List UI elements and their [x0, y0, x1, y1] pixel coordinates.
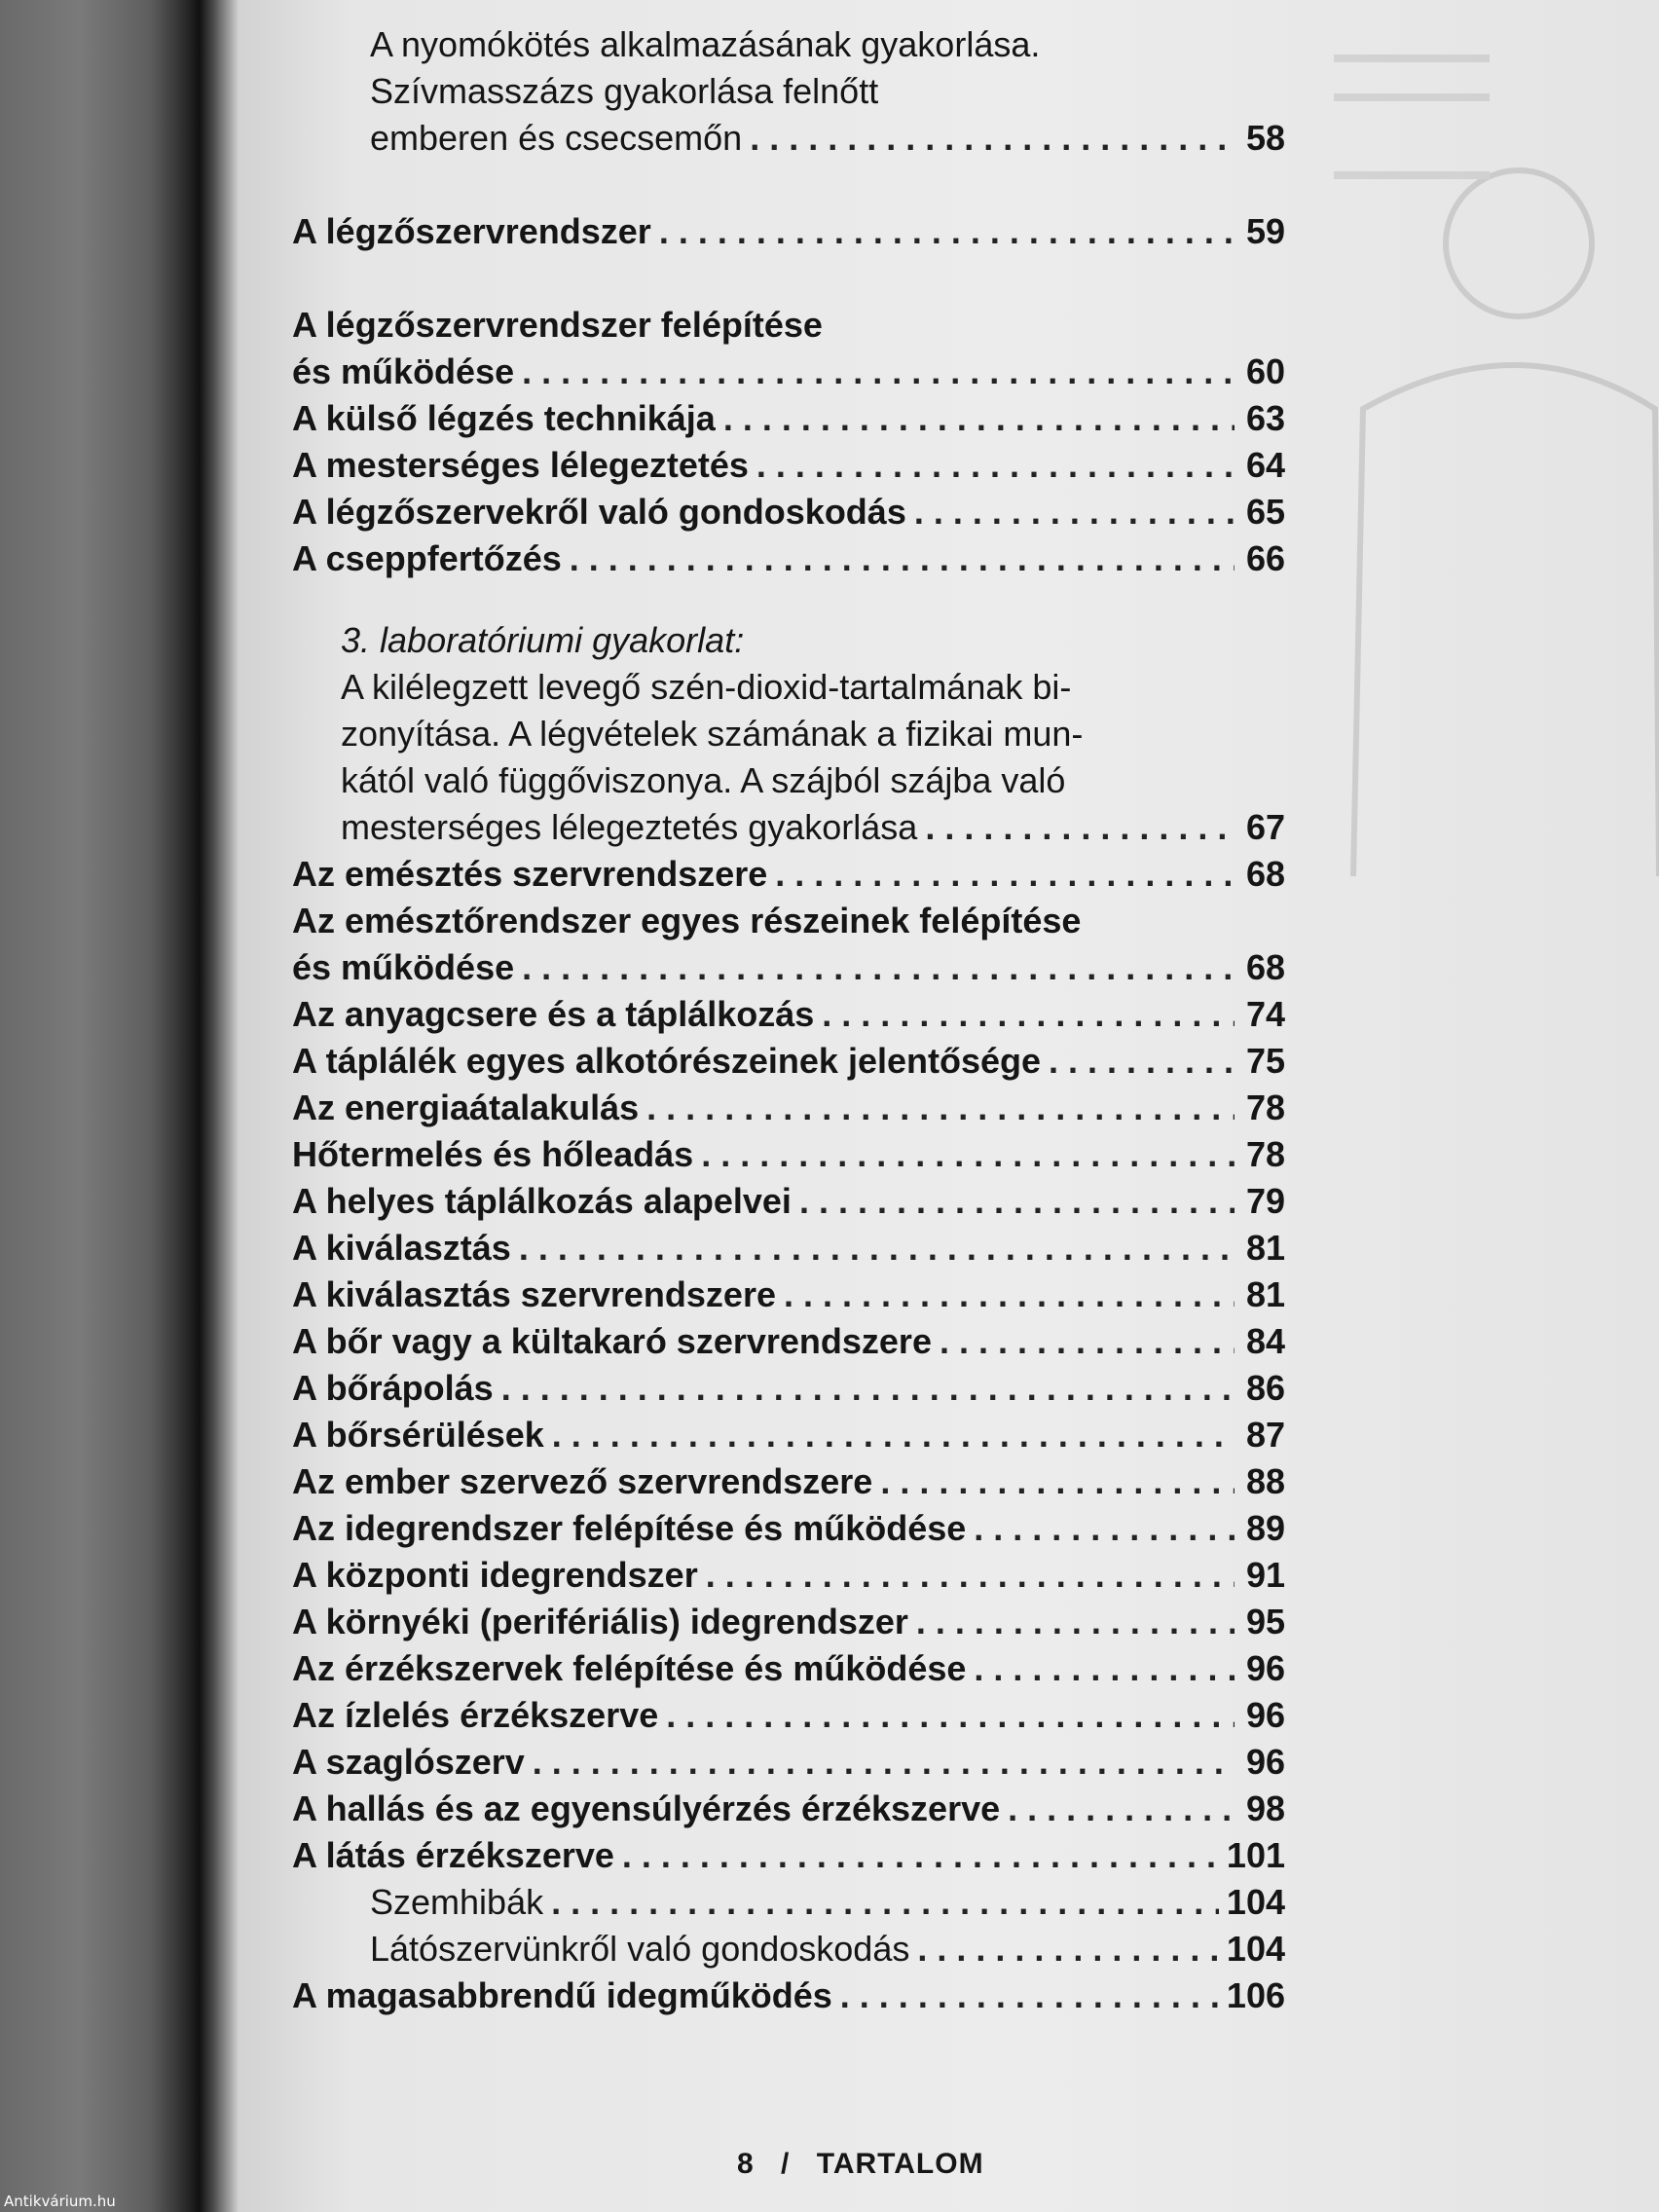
toc-entry	[292, 349, 1285, 395]
footer-separator: /	[781, 2148, 791, 2180]
toc-entry-title: A kiválasztás	[292, 1228, 511, 1268]
toc-entry-page: 87	[1245, 1415, 1285, 1455]
toc-entry-title: A bőr vagy a kültakaró szervrendszere	[292, 1321, 932, 1361]
toc-text-line: A légzőszervrendszer felépítése	[292, 305, 823, 345]
toc-entry-page: 79	[1245, 1181, 1285, 1221]
toc-leader-dots	[750, 115, 1235, 162]
toc-entry-title: Az ízlelés érzékszerve	[292, 1695, 659, 1735]
toc-entry-page: 91	[1245, 1555, 1285, 1595]
toc-leader-dots	[1008, 1786, 1235, 1832]
toc-entry-title: A táplálék egyes alkotórészeinek jelentősége	[292, 1041, 1042, 1081]
toc-entry	[292, 1038, 1285, 1085]
toc-entry-page: 96	[1245, 1695, 1285, 1735]
lab-text-line: zonyítása. A légvételek számának a fizikai mun-	[341, 714, 1084, 754]
toc-entry-title: A látás érzékszerve	[292, 1835, 614, 1875]
toc-entry-title: A környéki (perifériális) idegrendszer	[292, 1602, 908, 1641]
toc-leader-dots	[840, 1972, 1219, 2019]
toc-leader-dots	[551, 1879, 1219, 1926]
toc-entry-page: 78	[1245, 1134, 1285, 1174]
toc-entry-list	[292, 349, 1285, 582]
toc-entry-title: A helyes táplálkozás alapelvei	[292, 1181, 792, 1221]
toc-leader-dots	[519, 1225, 1235, 1272]
toc-entry-page: 66	[1245, 538, 1285, 578]
toc-leader-dots	[570, 535, 1235, 582]
toc-entry-title: A kiválasztás szervrendszere	[292, 1274, 776, 1314]
toc-entry	[292, 1272, 1285, 1318]
toc-entry-page: 104	[1226, 1929, 1285, 1969]
table-of-contents	[292, 21, 1285, 2019]
toc-entry-title: A külső légzés technikája	[292, 398, 716, 438]
toc-entry	[292, 1926, 1285, 1972]
toc-entry	[292, 115, 1285, 162]
toc-entry-page: 86	[1245, 1368, 1285, 1408]
toc-entry-page: 60	[1245, 351, 1285, 391]
toc-entry-page: 63	[1245, 398, 1285, 438]
toc-entry-title: mesterséges lélegeztetés gyakorlása	[341, 807, 918, 847]
toc-entry-title: A hallás és az egyensúlyérzés érzékszerve	[292, 1788, 1001, 1828]
toc-text-line: Szívmasszázs gyakorlása felnőtt	[370, 71, 879, 111]
toc-section-heading	[292, 208, 1285, 255]
toc-entry	[292, 804, 1285, 851]
toc-entry-page: 81	[1245, 1228, 1285, 1268]
toc-entry-page: 68	[1245, 854, 1285, 894]
toc-entry	[292, 1131, 1285, 1178]
toc-entry-page: 96	[1245, 1648, 1285, 1688]
toc-entry-page: 78	[1245, 1088, 1285, 1127]
toc-entry	[292, 1552, 1285, 1599]
toc-entry-page: 84	[1245, 1321, 1285, 1361]
toc-entry-page: 101	[1226, 1835, 1285, 1875]
toc-leader-dots	[533, 1739, 1235, 1786]
toc-entry	[292, 1692, 1285, 1739]
running-section-title: TARTALOM	[816, 2148, 984, 2180]
toc-entry	[292, 1505, 1285, 1552]
toc-leader-dots	[784, 1272, 1235, 1318]
toc-leader-dots	[756, 442, 1235, 489]
toc-entry	[292, 1225, 1285, 1272]
toc-leader-dots	[914, 489, 1235, 535]
toc-leader-dots	[622, 1832, 1219, 1879]
toc-entry	[292, 1786, 1285, 1832]
toc-entry-page: 98	[1245, 1788, 1285, 1828]
toc-entry-page: 88	[1245, 1461, 1285, 1501]
toc-entry	[292, 1599, 1285, 1645]
toc-entry-page: 65	[1245, 492, 1285, 532]
watermark: Antikvárium.hu	[4, 2193, 116, 2210]
toc-entry	[292, 442, 1285, 489]
toc-leader-dots	[522, 944, 1235, 991]
toc-entry-title: Hőtermelés és hőleadás	[292, 1134, 694, 1174]
toc-entry	[292, 1972, 1285, 2019]
toc-entry-page: 104	[1226, 1882, 1285, 1922]
toc-entry-title: Az ember szervező szervrendszere	[292, 1461, 873, 1501]
toc-entry-page: 64	[1245, 445, 1285, 485]
toc-leader-dots	[1049, 1038, 1235, 1085]
toc-entry-page: 96	[1245, 1742, 1285, 1782]
toc-entry-title: Az idegrendszer felépítése és működése	[292, 1508, 967, 1548]
toc-entry	[292, 1458, 1285, 1505]
page-footer	[737, 2148, 1002, 2181]
toc-entry	[292, 1085, 1285, 1131]
toc-entry	[292, 1412, 1285, 1458]
gutter-shadow	[200, 0, 239, 2212]
toc-leader-dots	[822, 991, 1235, 1038]
toc-leader-dots	[501, 1365, 1235, 1412]
toc-leader-dots	[659, 208, 1235, 255]
toc-leader-dots	[666, 1692, 1235, 1739]
toc-entry-title: A bőrápolás	[292, 1368, 494, 1408]
toc-leader-dots	[917, 1926, 1219, 1972]
page-number: 8	[737, 2148, 755, 2180]
toc-entry-title: A cseppfertőzés	[292, 538, 562, 578]
toc-leader-dots	[925, 804, 1235, 851]
book-spine	[0, 0, 200, 2212]
toc-leader-dots	[880, 1458, 1235, 1505]
toc-text-line: Az emésztőrendszer egyes részeinek felépítése	[292, 901, 1082, 940]
lab-text-line: kától való függőviszonya. A szájból szájba való	[341, 760, 1066, 800]
toc-entry-page: 58	[1245, 118, 1285, 158]
toc-entry-title: Az anyagcsere és a táplálkozás	[292, 994, 815, 1034]
toc-entry-title: A magasabbrendű idegműködés	[292, 1975, 832, 2015]
toc-entry-title: A légzőszervekről való gondoskodás	[292, 492, 906, 532]
toc-entry-page: 89	[1245, 1508, 1285, 1548]
toc-entry-page: 68	[1245, 947, 1285, 987]
toc-entry	[292, 489, 1285, 535]
toc-entry-title: A központi idegrendszer	[292, 1555, 698, 1595]
toc-entry-page: 81	[1245, 1274, 1285, 1314]
toc-entry-title: Az energiaátalakulás	[292, 1088, 640, 1127]
toc-entry-title: A bőrsérülések	[292, 1415, 544, 1455]
toc-leader-dots	[723, 395, 1235, 442]
toc-entry-page: 59	[1245, 211, 1285, 251]
toc-leader-dots	[799, 1178, 1235, 1225]
toc-entry-title: és működése	[292, 351, 515, 391]
toc-leader-dots	[974, 1505, 1235, 1552]
toc-entry	[292, 1739, 1285, 1786]
toc-entry-title: A szaglószerv	[292, 1742, 525, 1782]
toc-entry	[292, 395, 1285, 442]
toc-entry-page: 106	[1226, 1975, 1285, 2015]
toc-entry-title: emberen és csecsemőn	[370, 118, 743, 158]
toc-leader-dots	[706, 1552, 1235, 1599]
toc-entry-title: Látószervünkről való gondoskodás	[370, 1929, 910, 1969]
toc-leader-dots	[775, 851, 1235, 898]
toc-entry-title: A légzőszervrendszer	[292, 211, 651, 251]
toc-entry-title: és működése	[292, 947, 515, 987]
toc-leader-dots	[646, 1085, 1235, 1131]
toc-leader-dots	[552, 1412, 1235, 1458]
lab-text-line: A kilélegzett levegő szén-dioxid-tartalmának bi-	[341, 667, 1072, 707]
toc-leader-dots	[940, 1318, 1235, 1365]
toc-entry-title: Az érzékszervek felépítése és működése	[292, 1648, 967, 1688]
toc-entry	[292, 1879, 1285, 1926]
toc-entry-page: 75	[1245, 1041, 1285, 1081]
toc-entry-title: Az emésztés szervrendszere	[292, 854, 768, 894]
toc-leader-dots	[701, 1131, 1235, 1178]
toc-leader-dots	[522, 349, 1235, 395]
toc-entry-page: 67	[1245, 807, 1285, 847]
toc-entry	[292, 535, 1285, 582]
toc-text-line: A nyomókötés alkalmazásának gyakorlása.	[370, 24, 1041, 64]
toc-entry	[292, 1645, 1285, 1692]
toc-entry-title: A mesterséges lélegeztetés	[292, 445, 749, 485]
toc-entry	[292, 991, 1285, 1038]
show-through-figure	[1295, 0, 1659, 876]
toc-leader-dots	[916, 1599, 1235, 1645]
toc-leader-dots	[974, 1645, 1235, 1692]
toc-entry	[292, 944, 1285, 991]
toc-entry	[292, 1365, 1285, 1412]
toc-entry-page: 95	[1245, 1602, 1285, 1641]
toc-entry	[292, 1178, 1285, 1225]
toc-entry	[292, 1832, 1285, 1879]
toc-entry-list	[292, 944, 1285, 2019]
toc-entry-title: Szemhibák	[370, 1882, 544, 1922]
lab-exercise-title: 3. laboratóriumi gyakorlat:	[341, 620, 745, 660]
toc-entry	[292, 1318, 1285, 1365]
toc-entry-page: 74	[1245, 994, 1285, 1034]
toc-section-heading	[292, 851, 1285, 898]
